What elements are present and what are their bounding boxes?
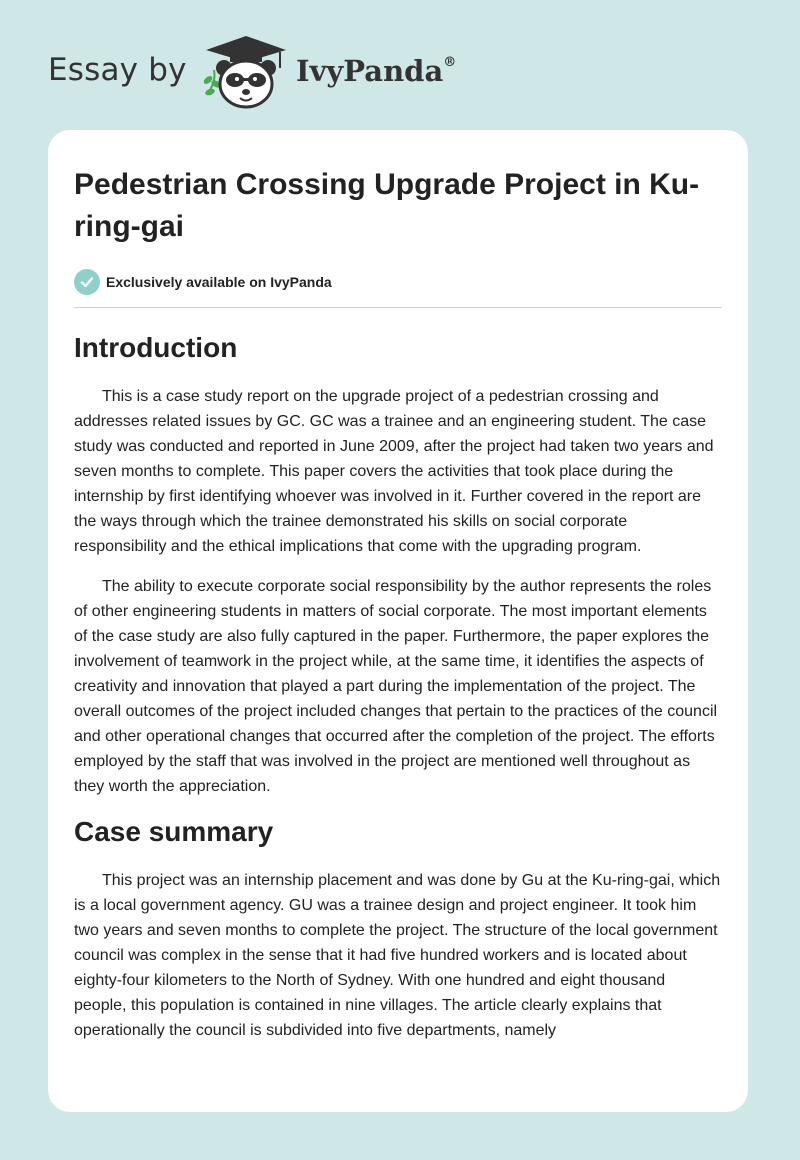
divider xyxy=(74,307,722,308)
paragraph: The ability to execute corporate social responsibility by the author represents the roles of other engineering students in matters of social corporate. The most important elements of the case study are also fully captured in the paper. Furthermore, the paper explores the involvement of teamwork in the project while, at the same time, it identifies the aspects of creativity and innovation that played a part during the implementation of the project. The overall outcomes of the project included changes that pertain to the practices of the council and other operational changes that occurred after the completion of the project. The efforts employed by the staff that was involved in the project are mentioned well throughout as they worth the appreciation. xyxy=(74,578,718,795)
article-title: Pedestrian Crossing Upgrade Project in Ku-ring-gai xyxy=(74,168,700,243)
article-content xyxy=(74,164,722,1058)
section-heading: Introduction xyxy=(74,332,238,363)
panda-logo-icon[interactable] xyxy=(200,34,292,110)
paragraph: This is a case study report on the upgrade project of a pedestrian crossing and addresses related issues by GC. GC was a trainee and an engineering student. The case study was conducted and reported in June 2009, after the project had taken two years and seven months to complete. This paper covers the activities that took place during the internship by first identifying whoever was involved in it. Further covered in the report are the ways through which the trainee demonstrated his skills on social corporate responsibility and the ethical implications that come with the upgrading program. xyxy=(74,388,714,555)
registered-mark: ® xyxy=(443,55,457,71)
brand-name-text: IvyPanda xyxy=(296,54,444,88)
badge-text: Exclusively available on IvyPanda xyxy=(106,274,332,290)
article-card xyxy=(48,130,748,1112)
section-heading: Case summary xyxy=(74,816,274,847)
paragraph: This project was an internship placement and was done by Gu at the Ku-ring-gai, which is a local government agency. GU was a trainee design and project engineer. It took him two years and seven months to complete the project. The structure of the local government council was complex in the sense that it had five hundred workers and is located about eighty-four kilometers to the North of Sydney. With one hundred and eight thousand people, this population is contained in nine villages. The article clearly explains that operationally the council is subdivided into five departments, namely xyxy=(74,872,721,1039)
brand-prefix: Essay by xyxy=(48,52,187,88)
site-header xyxy=(0,0,800,130)
check-icon xyxy=(74,269,100,295)
section-introduction xyxy=(74,330,722,799)
exclusive-badge xyxy=(74,268,722,296)
brand-name[interactable] xyxy=(296,54,456,88)
section-case-summary xyxy=(74,814,722,1043)
